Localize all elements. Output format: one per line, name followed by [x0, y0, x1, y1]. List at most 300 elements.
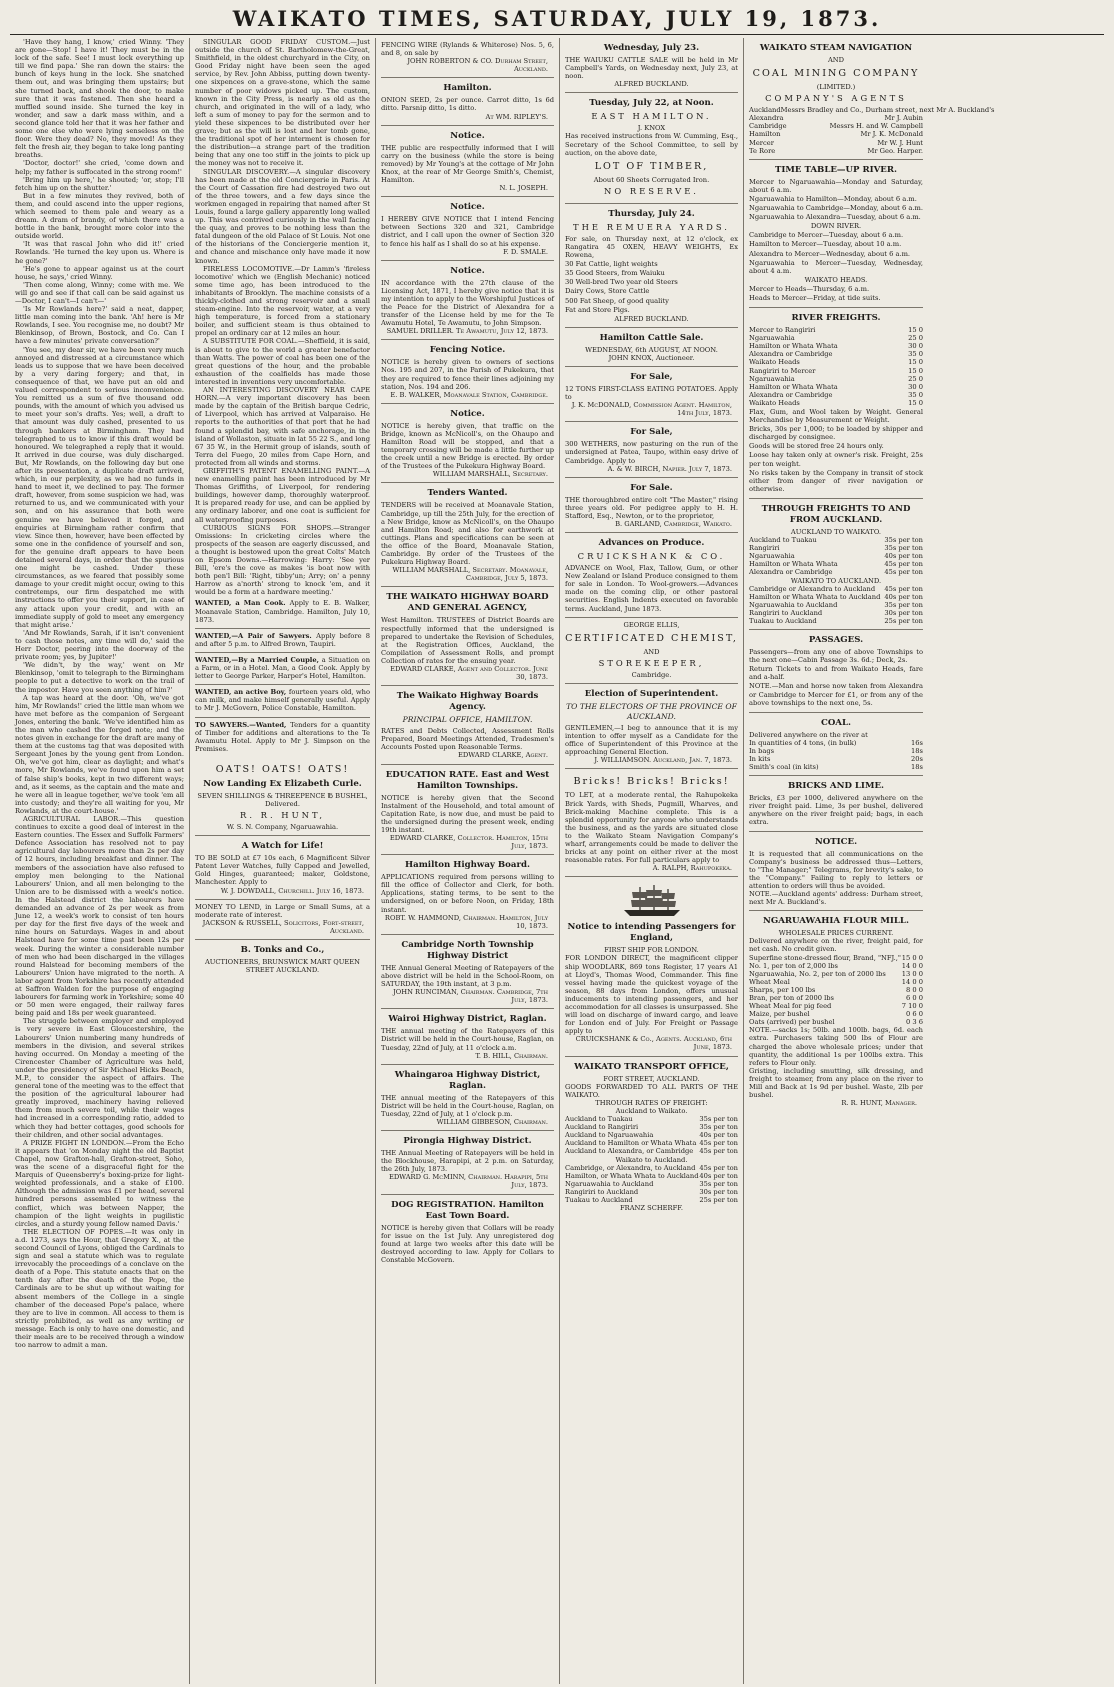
- freight-note: Goods will be stored free 24 hours only.: [749, 442, 884, 451]
- no-reserve: NO RESERVE.: [604, 185, 699, 196]
- wanted-ad-body: Apply before 8 and after 5 p.m. to Alfred Brown, Taupiri.: [195, 631, 370, 648]
- row-value: 15 0: [908, 366, 923, 375]
- row-value: 35s per ton: [699, 1123, 738, 1132]
- table-row: [749, 147, 923, 155]
- row-label: Ngaruawahia to Auckland: [749, 600, 838, 609]
- company-name: WAIKATO STEAM NAVIGATION: [759, 43, 913, 53]
- notice-body: RATES and Debts Collected, Assessment Rolls Prepared, Board Meetings Attended, Tradesmen's Accounts Posted upon Reasonable Terms.: [381, 727, 554, 752]
- paragraph: A PRIZE FIGHT IN LONDON.—From the Echo it appears that 'on Monday night the old Baptist Chapel, now Grafton-hall, Grafton-street, Soho, was the scene of a disgraceful fight for the Marquis of Queensberry's boxing-prize for light-weighted professionals, and a stake of £100. Although the admission was £1 per head, several hundred persons assembled to witness the conflict, which was between Napper, the champion of the light weights in pugilistic circles, and a sturdy young fellow named Davis.': [15, 1138, 184, 1228]
- news-paragraph: A SUBSTITUTE FOR COAL.—Sheffield, it is said, is about to give to the world a greater benefactor than Watts. The power of coal has been one of the great questions of the hour, and the probable exhaustion of the coalfields has made those interested in inventions very uncomfortable.: [195, 337, 370, 386]
- row-label: Hamilton or Whata Whata: [749, 382, 838, 391]
- notice-title: Notice.: [450, 265, 485, 276]
- row-value: 40s per ton: [699, 1131, 738, 1140]
- row-label: Ngaruawahia: [749, 552, 795, 561]
- bricks-lime: [749, 776, 923, 831]
- notice-title: Notice.: [450, 408, 485, 419]
- masthead-rule: [10, 34, 1104, 35]
- freights-table: [749, 326, 923, 407]
- company-coal: COAL MINING COMPANY: [752, 68, 920, 80]
- ad-signature: FRANZ SCHERFF.: [620, 1204, 683, 1213]
- passage-line: Return Tickets to and from Waikato Heads, fare and a-half.: [749, 665, 923, 682]
- wanted-ad: [195, 629, 370, 653]
- wanted-ad-head: WANTED, a Man Cook.: [195, 599, 290, 608]
- timetable-heads: [749, 285, 923, 302]
- notice-title: Tenders Wanted.: [427, 488, 508, 499]
- row-value: 25s per ton: [884, 616, 923, 625]
- timber-sale: [565, 93, 738, 203]
- row-label: Hamilton, or Whata Whata to Auckland: [565, 1171, 699, 1180]
- ad-body: 12 TONS FIRST-CLASS EATING POTATOES. Apply to: [565, 384, 738, 402]
- row-label: Rangiriri: [749, 544, 780, 553]
- notice-title: Notice.: [450, 130, 485, 141]
- freight-note: Flax, Gum, and Wool taken by Weight. General Merchandise by Measurement or Weight.: [749, 408, 923, 425]
- sale-body: Has received instructions from W. Cumming, Esq., Secretary of the School Committee, to sell by auction, on the above date,: [565, 132, 738, 157]
- notice-ad: [381, 261, 554, 341]
- wanted-ad: [195, 718, 370, 757]
- notice-signature: At WM. RIPLEY'S.: [485, 112, 548, 121]
- columns: [10, 38, 1104, 1684]
- wanted-ad-text: [195, 656, 370, 680]
- passages-list: [749, 648, 923, 707]
- paragraph: 'You see, my dear sir, we have been very much annoyed and distressed at a circumstance which leads us to suppose that we have been deceived by a very daring forgery; and that, in consequence of that, we have put an old and valued correspondent to serious inconvenience. You remitted us a sum of five thousand odd pounds, with the amount of which you advised us to meet your son's drafts. Yes; well, a draft to that amount was duly cashed, presented to us through bankers at Birmingham. They had telegraphed to us to know if this draft would be honoured. We telegraphed a reply that it would. It arrived in due course, was duly discharged. But, Mr Rowlands, on the following day but one after its presentation, a duplicate draft arrived, which, in our perplexity, as we had no funds in hand to meet it, we declined to pay. The former draft, however, from some suspicion we had, was returned to us, and we communicated with your son, and on his assurance that both were genuine we have believed it forged, and enquiries at Birmingham rather confirm that view. Since then, however, have been effected by some one in the confidence of yourself and son, for the genuine draft appears to have been detained several days, in order that the spurious one might be cashed. Under these circumstances, as we feared that possibly some damage to your credit might occur, owing to this contretemps, our firm despatched me with instructions to offer you their support, in case of any attack upon your credit, and with an immediate supply of gold to meet any emergency that might arise.': [15, 345, 184, 629]
- coal-table: [749, 739, 923, 771]
- ad-body: FOR LONDON DIRECT, the magnificent clipper ship WOODLARK, 869 tons Register, 17 years A1 at Lloyd's, Thomas Wood, Commander. This fine vessel having made the quickest voyage of the season, 88 days from London, offers unusual inducements to intending passengers, and her accommodation for all classes is unsurpassed. She will load on discharge of inward cargo, and leave for London end of July. For Freight or Passage apply to: [565, 954, 738, 1036]
- row-value: 15 0 0: [901, 953, 923, 962]
- row-label: Hamilton or Whata Whata: [749, 342, 838, 351]
- notice-title: Pirongia Highway District.: [403, 1136, 532, 1147]
- mill-title: NGARUAWAHIA FLOUR MILL.: [763, 916, 909, 927]
- table-row: [565, 1123, 738, 1131]
- row-value: 15 0: [908, 398, 923, 407]
- waiuku-sale: [565, 38, 738, 93]
- agents-list: [749, 106, 995, 155]
- row-label: Ngaruawahia to Auckland: [565, 1179, 654, 1188]
- timetable-up: [749, 178, 923, 221]
- table-row: [749, 399, 923, 407]
- row-value: Mr Geo. Harper.: [867, 146, 923, 155]
- row-value: 16s: [911, 738, 923, 747]
- row-label: Smith's coal (in kits): [749, 763, 819, 772]
- rates-table: [565, 1115, 738, 1155]
- notice-ad: [381, 38, 554, 78]
- passages-title: PASSAGES.: [808, 635, 864, 646]
- news-paragraph: SINGULAR GOOD FRIDAY CUSTOM.—Just outside the church of St. Bartholomew-the-Great, Smithfield, in the oldest churchyard in the City, on Good Friday night have been seen the aged service, by Rev. John Abbiss, putting down twenty-one sixpences on a grave-stone, which the same number of poor widows picked up. The custom, known in the City Press, is nearly as old as the church, and originated in the will of a lady, who left a sum of money to pay for the sermon and to yield these sixpences to be distributed over her grave; but as the will is lost and her tomb gone, the traditional spot of her interment is chosen for the distribution—a strange part of the tradition being that any one too stiff in the joints to pick up the money was not to receive it.: [195, 38, 370, 168]
- sale-item: Fat and Store Pigs.: [565, 305, 630, 314]
- notice-title: THE WAIKATO HIGHWAY BOARD AND GENERAL AGENCY,: [386, 592, 549, 614]
- paragraph: 'Have they hang, I know,' cried Winny. 'They are gone—Stop! I have it! They must be in the lock of the safe. See! I must lock everything up till we find papa.' She ran down the stairs: the bunch of keys hung in the lock. She snatched them out, and was bringing them upstairs; but she turned back, and shook the door, to make sure that it was fastened. Then she heard a muffled sound inside. She turned the key in wonder, and saw a dark mass within, and a second glance told her that it was her father and some one else who were lying senseless on the floor. Were they dead? No, they moved! As they felt the fresh air, they began to take long panting breaths.: [15, 38, 184, 160]
- column-2: [190, 38, 376, 1684]
- paragraph: AGRICULTURAL LABOR.—This question continues to excite a good deal of interest in the Eastern counties. The Essex and Suffolk Farmers' Defence Association has resolved not to pay agricultural day labourers more than 2s per day of 12 hours, including breakfast and dinner. The members of the association have also refused to employ men belonging to the National Labourers' Union, and all men belonging to the Union are to be dismissed with a week's notice. In the Halstead district the labourers have demanded an advance of 2s per week as from June 12, a week's work to consist of ten hours per day for the first five days of the week and nine hours on Saturdays. Wages in and about Halstead have for some time past been 12s per week. During the winter a considerable number of men who had been discharged in the villages round Halstead for becoming members of the Labourers' Union have migrated to the north. A labor agent from Yorkshire has recently attended at Saffron Walden for the purpose of engaging labourers for farming work in Yorkshire; some 40 or 50 men were engaged, their railway fares being paid and 18s per week guaranteed.: [15, 815, 184, 1018]
- company-notice: [749, 832, 923, 912]
- paragraph: 'Is Mr Rowlands here?' said a neat, dapper, little man coming into the bank. 'Ah! here is Mr Rowlands, I see. You recognise me, no doubt? Mr Blenkinsop, of Brown, Bostock, and Co. Can I have a few minutes' private conversation?': [15, 305, 184, 346]
- rates-table: [565, 1164, 738, 1204]
- ad-title: Election of Superintendent.: [584, 688, 719, 699]
- mill-signature: R. R. HUNT, Manager.: [841, 1099, 917, 1108]
- table-row: [749, 350, 923, 358]
- wanted-ad: [195, 596, 370, 628]
- table-row: [749, 367, 923, 375]
- table-row: [749, 994, 923, 1002]
- sale-body: THE WAIUKU CATTLE SALE will be held in Mr Campbell's Yards, on Wednesday next, July 23, at noon.: [565, 56, 738, 81]
- wanted-ads: [195, 596, 370, 756]
- notice-body: THE Annual Meeting of Ratepayers will be held in the Blockhouse, Harapipi, at 2 p.m. on Saturday, the 26th July, 1873.: [381, 1149, 554, 1174]
- sale-signature: ALFRED BUCKLAND.: [614, 314, 689, 323]
- ad-title: For Sale.: [630, 482, 673, 493]
- wanted-ad-body: fourteen years old, who can milk, and make himself generally useful. Apply to Mr J. McGovern, Police Constable, Hamilton.: [195, 688, 370, 713]
- oats-signature: R. R. HUNT,: [240, 810, 325, 821]
- notice-body: West Hamilton. TRUSTEES of District Boards are respectfully informed that the undersigned is prepared to undertake the Revision of Schedules, at the Registration Offices, Auckland, the Compilation of Assessment Rolls, and prompt Collection of rates for the ensuing year.: [381, 616, 554, 665]
- row-label: Hamilton or Whata Whata: [749, 560, 838, 569]
- row-label: In kits: [749, 755, 771, 763]
- news-paragraph: CURIOUS SIGNS FOR SHOPS.—Stranger Omissions: In cricketing circles where the prospects of the season are eagerly discussed, and a thought is bestowed upon the great Colts' Match on Epsom Downs.—Harrowing: Harry: 'See yer Bill, 'ere's the cove as makes 'is boat now with both pen'l Bill: 'Right, tibby'un; Arry; on' a penny Harrow as a'north' strong to knock 'em, and it would be a form at a hardware meeting.': [195, 523, 370, 597]
- row-value: 15 0: [908, 358, 923, 367]
- row-value: 35s per ton: [699, 1179, 738, 1188]
- notice-ad: [381, 587, 554, 686]
- through-subheading: WAIKATO TO AUCKLAND.: [790, 576, 882, 585]
- tonks-body: AUCTIONEERS, BRUNSWICK MART QUEEN STREET AUCKLAND.: [204, 958, 361, 975]
- notice-signature: SAMUEL DRILLER. Te Awamutu, July 12, 1873.: [386, 327, 548, 336]
- paragraph: 'And Mr Rowlands, Sarah, if it isn't convenient to cash those notes, any time will do,' said the Herr Doctor, peering into the doorway of the private room; yes, by Jupiter!': [15, 628, 184, 662]
- ad-title: Hamilton Cattle Sale.: [599, 332, 704, 343]
- row-label: Bran, per ton of 2000 lbs: [749, 993, 834, 1002]
- notice-ad: [381, 855, 554, 935]
- notice-body: It is requested that all communications on the Company's business be addressed thus—Letters, to "The Manager;" Telegrams, for brevity's sake, to the "Company." Failing to reply to letters or attention to orders will thus be avoided.: [749, 849, 923, 890]
- table-row: [749, 978, 923, 986]
- timetable-line: Hamilton to Mercer—Tuesday, about 10 a.m.: [749, 240, 902, 249]
- row-value: 45s per ton: [884, 568, 923, 577]
- table-row: [749, 358, 923, 366]
- timetable-line: Mercer to Heads—Thursday, 6 a.m.: [749, 284, 870, 293]
- table-row: [749, 601, 923, 609]
- table-row: [749, 747, 923, 755]
- table-row: [749, 536, 923, 544]
- ad-signature: B. GARLAND, Cambridge, Waikato.: [615, 520, 732, 528]
- remuera-sale: [565, 204, 738, 328]
- table-row: [565, 1188, 738, 1196]
- table-row: [749, 568, 923, 576]
- colt-sale: [565, 478, 738, 533]
- notice-body: NOTICE is hereby given that Collars will be ready for issue on the 1st July. Any unregistered dog found at large two weeks after this date will be destroyed according to law. Apply for Collars to Constable McGovern.: [381, 1223, 554, 1264]
- masthead: WAIKATO TIMES, SATURDAY, JULY 19, 1873.: [232, 6, 882, 31]
- ad-body: THE thoroughbred entire colt "The Master," rising three years old. For pedigree apply to H. H. Stafford, Esq., Newton, or to the proprietor,: [565, 495, 738, 520]
- wanted-ad: [195, 685, 370, 717]
- row-value: 20s: [911, 755, 923, 763]
- sale-signature: ALFRED BUCKLAND.: [614, 80, 689, 89]
- row-label: Ngaruawahia: [749, 334, 795, 343]
- oats-company: W. S. N. Company, Ngaruawahia.: [226, 823, 339, 832]
- ad-body: GENTLEMEN,—I beg to announce that it is my intention to offer myself as a Candidate for the office of Superintendent of this Province at the approaching General Election.: [565, 723, 738, 757]
- row-value: 30s per ton: [884, 608, 923, 617]
- rates-heading: THROUGH RATES OF FREIGHT:: [595, 1098, 708, 1107]
- row-value: 18s: [911, 763, 923, 772]
- ad-sub: STOREKEEPER,: [598, 657, 705, 668]
- row-label: Rangiriri to Auckland: [749, 608, 823, 617]
- row-label: Maize, per bushel: [749, 1010, 810, 1019]
- table-row: [749, 326, 923, 334]
- tonks-heading: B. Tonks and Co.,: [240, 945, 325, 955]
- table-row: [749, 106, 995, 115]
- notice-signature: JOHN ROBERTON & CO. Durham Street, Auckland.: [407, 57, 548, 74]
- row-value: 35s per ton: [884, 544, 923, 553]
- row-value: Messrs H. and W. Campbell: [829, 122, 923, 131]
- election-ad: [565, 684, 738, 769]
- row-value: 0 3 6: [905, 1018, 923, 1027]
- through-table: [749, 585, 923, 625]
- table-row: [749, 954, 923, 962]
- row-value: 40s per ton: [884, 592, 923, 601]
- notice-signature: WILLIAM GIBBESON, Chairman.: [436, 1117, 548, 1126]
- row-label: Wheat Meal for pig feed: [749, 1002, 832, 1011]
- notice-signature: EDWARD CLARKE, Collector. Hamilton, 15th July, 1873.: [389, 834, 548, 851]
- paragraph: 'Bring him up here,' he shouted; 'or, stop; I'll fetch him up on the shutter.': [15, 175, 184, 192]
- table-row: [749, 970, 923, 978]
- notice-body: APPLICATIONS required from persons willing to fill the office of Collector and Clerk, for both. Applications, stating terms, to be sent to the undersigned, on or before Noon, on Friday, 18th instant.: [381, 873, 554, 914]
- mill-intro: Delivered anywhere on the river, freight paid, for net cash. No credit given.: [749, 937, 923, 954]
- row-value: 0 6 0: [905, 1010, 923, 1019]
- notice-signature: JOHN RUNCIMAN, Chairman. Cambridge, 7th July, 1873.: [393, 988, 548, 1005]
- freights-title: RIVER FREIGHTS.: [791, 313, 881, 324]
- row-value: 18s: [911, 746, 923, 755]
- timetable-line: Ngaruawahia to Cambridge—Monday, about 6 a.m.: [749, 204, 923, 213]
- money-body: MONEY TO LEND, in Large or Small Sums, at a moderate rate of interest.: [195, 902, 370, 919]
- watch-heading: A Watch for Life!: [241, 841, 324, 852]
- transport-office-ad: [565, 1057, 738, 1217]
- coal-intro: Delivered anywhere on the river at: [749, 730, 868, 739]
- notice-ad: [381, 1195, 554, 1268]
- row-value: 45s per ton: [884, 560, 923, 569]
- chemist-ad: [565, 618, 738, 684]
- notice-ad: [381, 686, 554, 764]
- row-value: 30s per ton: [699, 1187, 738, 1196]
- column-3: [376, 38, 560, 1684]
- row-label: Waikato Heads: [749, 358, 800, 367]
- column-1: [10, 38, 190, 1684]
- oats-delivered: Delivered.: [265, 799, 300, 808]
- through-title: THROUGH FREIGHTS TO AND FROM AUCKLAND.: [761, 503, 911, 525]
- timetable-line: Ngaruawahia to Hamilton—Monday, about 6 a.m.: [749, 194, 917, 203]
- table-row: [749, 552, 923, 560]
- notice-body: THE public are respectfully informed that I will carry on the business (while the store is being removed) by Mr Young's at the cottage of Mr John Knox, at the rear of Mr George Smith's, Chemist, Hamilton.: [381, 143, 554, 185]
- notice-signature: T. B. HILL, Chairman.: [475, 1051, 548, 1060]
- notice-ad: [381, 1009, 554, 1064]
- table-row: [749, 585, 923, 593]
- wanted-ad-head: WANTED,—By a Married Couple,: [195, 655, 322, 664]
- row-value: 15 0: [908, 326, 923, 335]
- row-label: Te Rore: [749, 146, 776, 155]
- row-label: In quantities of 4 tons, (in bulk): [749, 738, 857, 747]
- sale-body: For sale, on Thursday next, at 12 o'clock, ex Rangatira 45 OXEN, HEAVY WEIGHTS, Ex Rowena,: [565, 234, 738, 260]
- notice-ad: [381, 935, 554, 1009]
- wanted-ad-text: [195, 721, 370, 753]
- notice-signature: E. B. WALKER, Moanavale Station, Cambridge.: [390, 390, 548, 399]
- table-row: [749, 755, 923, 763]
- ad-title: For Sale,: [630, 427, 673, 438]
- notice-ad: [381, 765, 554, 856]
- paragraph: 'It was that rascal John who did it!' cried Rowlands. 'He turned the key upon us. Where is he gone?': [15, 240, 184, 265]
- table-row: [565, 1147, 738, 1155]
- row-label: Mercer to Rangiriri: [749, 326, 816, 335]
- table-row: [749, 130, 923, 138]
- wethers-sale: [565, 422, 738, 477]
- row-value: 45s per ton: [699, 1147, 738, 1156]
- notice-signature: F. D. SMALE.: [503, 247, 548, 256]
- timetable-line: Ngaruawahia to Mercer—Tuesday, Wednesday, about 4 a.m.: [749, 258, 923, 275]
- money-ad: [195, 900, 370, 940]
- hamilton-cattle-sale: [565, 328, 738, 367]
- row-value: 45s per ton: [699, 1139, 738, 1148]
- row-value: 35 0: [908, 350, 923, 359]
- row-label: Mercer: [749, 138, 774, 147]
- timetable-line: Alexandra to Mercer—Wednesday, about 6 a.m.: [749, 249, 911, 258]
- paragraph: 'Then come along, Winny; come with me. We will go and see if that call can be said against us—Doctor, I can't—I can't—': [15, 280, 184, 305]
- row-label: Wheat Meal: [749, 977, 790, 986]
- news-items: [195, 38, 370, 596]
- table-row: [565, 1115, 738, 1123]
- notice-signature: EDWARD CLARKE, Agent.: [458, 751, 548, 760]
- ad-signature: A. RALPH, Rahupokeka.: [652, 864, 732, 873]
- ad-signature: J. WILLIAMSON. Auckland, Jan. 7, 1873.: [594, 756, 732, 765]
- notice-ad: [381, 126, 554, 198]
- table-row: [565, 1139, 738, 1147]
- row-label: Auckland to Hamilton or Whata Whata: [565, 1139, 697, 1148]
- row-value: 40s per ton: [884, 552, 923, 561]
- through-freights: [749, 499, 923, 630]
- notices: [381, 38, 554, 1268]
- mill-note: NOTE.—sacks 1s; 50lb. and 100lb. bags, 6d. each extra. Purchasers taking 500 lbs of Flour are charged the above wholesale prices; under that quantity, the additional 1s per 100lbs extra. This refers to Flour only.: [749, 1026, 923, 1067]
- column-5: [744, 38, 995, 1684]
- row-label: Auckland to Alexandra, or Cambridge: [565, 1147, 694, 1156]
- news-paragraph: AN INTERESTING DISCOVERY NEAR CAPE HORN.—A very important discovery has been made by the captain of the British barque Cedric, of Liverpool, which has arrived at Valparaiso. He reports to the authorities of that port that he had found a splendid bay, with safe anchorage, in the island of Wollaston, situate in lat 55 22 S., and long 67 35 W., in the Hermit group of islands, south of Terra del Fuego, 20 miles from Cape Horn, and protected from all winds and storms.: [195, 386, 370, 467]
- table-row: [565, 1172, 738, 1180]
- wanted-ad-text: [195, 688, 370, 712]
- row-label: Waikato Heads: [749, 398, 800, 407]
- row-label: Rangiriri to Mercer: [749, 366, 816, 375]
- row-value: Mr J. K. McDonald: [860, 130, 923, 139]
- notice-title: Hamilton.: [443, 83, 492, 94]
- row-value: Messrs Bradley and Co., Durham street, next Mr A. Buckland's: [780, 106, 995, 115]
- company-and: AND: [827, 56, 845, 64]
- wanted-ad-head: TO SAWYERS.—Wanted,: [195, 720, 291, 729]
- table-row: [749, 139, 923, 147]
- lot-sub: About 60 Sheets Corrugated Iron.: [593, 175, 710, 184]
- row-value: 35s per ton: [699, 1115, 738, 1124]
- rates-subheading: Auckland to Waikato.: [615, 1106, 688, 1115]
- table-row: [565, 1131, 738, 1139]
- ad-name: GEORGE ELLIS,: [623, 620, 680, 629]
- mill-sub: WHOLESALE PRICES CURRENT.: [778, 929, 894, 938]
- notice-body: THE annual meeting of the Ratepayers of this District will be held in the Court-house, Raglan, on Tuesday, 22nd of July, at 11 o'clock a.m.: [381, 1027, 554, 1052]
- notice-body: IN accordance with the 27th clause of the Licensing Act, 1871, I hereby give notice that it is my intention to apply to the Worshipful Justices of the Peace for the District of Alexandra for a transfer of the License held by me for the Te Awamutu Hotel, Te Awamutu, to John Simpson.: [381, 278, 554, 328]
- ad-and: AND: [643, 647, 660, 656]
- notice-body: NOTICE is hereby given to owners of sections Nos. 195 and 207, in the Parish of Pukekura, that they are required to fence their lines adjoining my station, Nos. 194 and 206.: [381, 358, 554, 391]
- notice-ad: [381, 483, 554, 587]
- row-value: 13 0 0: [901, 969, 923, 978]
- potatoes-sale: [565, 367, 738, 422]
- table-row: [565, 1180, 738, 1188]
- lot-heading: LOT OF TIMBER,: [594, 160, 709, 172]
- notice-title: Fencing Notice.: [429, 345, 506, 356]
- notice-signature: N. L. JOSEPH.: [499, 184, 548, 193]
- notice-ad: [381, 197, 554, 260]
- row-value: 45s per ton: [884, 584, 923, 593]
- row-value: 35 0: [908, 390, 923, 399]
- paragraph: 'He's gone to appear against us at the court house, he says,' cried Winny.: [15, 264, 184, 281]
- table-row: [749, 1002, 923, 1010]
- row-label: Cambridge, or Alexandra, to Auckland: [565, 1163, 696, 1172]
- coal-title: COAL.: [820, 717, 852, 728]
- england-passage-ad: [565, 877, 738, 1056]
- ad-signature: CRUICKSHANK & Co., Agents. Auckland, 6th June, 1873.: [575, 1035, 732, 1052]
- notice-title: Notice.: [450, 202, 485, 213]
- table-row: [749, 544, 923, 552]
- paragraph: The struggle between employer and employed is very severe in East Gloucestershire, the Labourers' Union numbering many hundreds of members in the division, and several strikes having occurred. On Monday a meeting of the Cirencester Chamber of Agriculture was held, under the presidency of Sir Michael Hicks Beach, M.P., to consider the aspect of affairs. The general tone of the meeting was to the effect that the position of the agricultural labourer had greatly improved, machinery having relieved them from much severe toil, while their wages had increased in a corresponding ratio, added to which they had better cottages, good schools for their children, and other social advantages.: [15, 1017, 184, 1139]
- ad-title: For Sale,: [630, 371, 673, 382]
- freight-note: Loose hay taken only at owner's risk. Freight, 25s per ton weight.: [749, 451, 923, 468]
- row-value: 25s per ton: [699, 1195, 738, 1204]
- row-value: 25 0: [908, 334, 923, 343]
- notice-ad: [381, 1065, 554, 1131]
- row-label: Alexandra: [749, 114, 784, 123]
- table-row: [749, 560, 923, 568]
- ad-signature: J. K. McDONALD, Commission Agent. Hamilton, 14th July, 1873.: [571, 401, 732, 418]
- passage-line: Passengers—from any one of above Townships to the next one—Cabin Passage 3s. 6d.; Deck, 2s.: [749, 648, 923, 665]
- table-row: [749, 1018, 923, 1026]
- mill-grist: Gristing, including smutting, silk dressing, and freight to steamer, from any place on the river to Mill and Back at 1s 9d per bushel. Waste, 2lb per bushel.: [749, 1066, 923, 1100]
- table-row: [749, 617, 923, 625]
- paragraph: A tap was heard at the door. 'Oh, we've got him, Mr Rowlands!' cried the little man whom we have met before as the companion of Sergeant Jones, entering the bank. 'We've identified him as the man who cashed the forged note; and the notes given in exchange for the draft are many of them at the customs tag that was deposited with Sergeant Jones by the young gent from London. Oh, we've got him, clear as daylight; and what's more, Mr Rowlands, we've found upon him a set of false ship's books, kept in two different ways; and, as it seems, as the captain and the mate and he were all in league together, we've took 'em all into custody; and they're all waiting for you, Mr Rowlands, at the court-house.': [15, 693, 184, 815]
- row-label: Cambridge or Alexandra to Auckland: [749, 584, 876, 593]
- wanted-ad-text: [195, 599, 370, 623]
- row-value: 14 0 0: [901, 977, 923, 986]
- produce-advances: [565, 533, 738, 618]
- notice-body: ONION SEED, 2s per ounce. Carrot ditto, 1s 6d ditto. Parsnip ditto, 1s ditto.: [381, 96, 554, 113]
- news-paragraph: SINGULAR DISCOVERY.—A singular discovery has been made at the old Conciergerie in Paris. At the Court of Cassation fire had destroyed two out of the three towers, and a few days since the workmen engaged in repairing that named after St Louis, found a large gallery apparently long walled up. This was contrived curiously in the wall facing the quay, and proves to be nothing less than the fatal dungeon of the old Palace of St Louis. Not one of the historians of the Conciergerie mention it, and chance and mischance only have made it now known.: [195, 167, 371, 265]
- through-subheading: AUCKLAND TO WAIKATO.: [790, 527, 882, 536]
- sale-place: EAST HAMILTON.: [591, 111, 712, 122]
- row-label: Rangiriri to Auckland: [565, 1187, 639, 1196]
- row-value: 14 0 0: [901, 961, 923, 970]
- freight-note: Bricks, 30s per 1,000; to be loaded by shipper and discharged by consignee.: [749, 425, 923, 442]
- notice-note: NOTE.—Auckland agents' address: Durham street, next Mr A. Buckland's.: [749, 890, 923, 907]
- flour-mill: [749, 911, 923, 1111]
- ad-signature: A. & W. BIRCH, Napier. July 7, 1873.: [607, 464, 732, 473]
- timetable-heads-title: WAIKATO HEADS.: [804, 275, 868, 284]
- notice-title: Cambridge North Township Highway District: [401, 939, 534, 961]
- row-label: Hamilton or Whata Whata to Auckland: [749, 592, 881, 601]
- notice-body: THE annual meeting of the Ratepayers of this District will be held in the Court-house, Raglan, on Tuesday, 22nd of July, at 1 o'clock p.m.: [381, 1093, 554, 1118]
- notice-signature: ROBT. W. HAMMOND, Chairman. Hamilton, July 10, 1873.: [384, 913, 548, 930]
- paragraph: THE ELECTION OF POPES.—It was only in a.d. 1273, says the Hour, that Gregory X., at the second Council of Lyons, obliged the Cardinals to sign and seal a statute which was to regulate irrevocably the proceedings of a conclave on the death of a Pope. This statute enacts that on the tenth day after the death of the Pope, the Cardinals are to be shut up without waiting for absent members of the College in a single chamber of the deceased Pope's palace, where they are to live in common. All access to them is strictly prohibited, as well as any writing or message. Each is only to have one domestic, and their meals are to be received through a window too narrow to admit a man.: [15, 1227, 184, 1350]
- row-label: Tuakau to Auckland: [565, 1195, 633, 1204]
- watch-signature: W. J. DOWDALL, Churchill. July 16, 1873.: [220, 886, 364, 895]
- row-label: Superfine stone-dressed flour, Brand, "NFJ.,": [749, 953, 902, 962]
- table-row: [749, 375, 923, 383]
- notice-signature: WILLIAM MARSHALL, Secretary.: [432, 470, 548, 479]
- notice-title: The Waikato Highway Boards Agency.: [396, 691, 539, 713]
- sale-items: [565, 260, 738, 314]
- table-row: [749, 122, 923, 130]
- notice-sub: PRINCIPAL OFFICE, HAMILTON.: [402, 715, 533, 725]
- table-row: [565, 1196, 738, 1204]
- sale-date: Thursday, July 24.: [608, 208, 695, 219]
- row-label: Alexandra or Cambridge: [749, 390, 833, 399]
- ad-body: 300 WETHERS, now pasturing on the run of the undersigned at Patea, Taupo, within easy drive of Cambridge. Apply to: [565, 440, 738, 465]
- oats-ad: [195, 757, 370, 836]
- row-label: No. 1, per ton of 2,000 lbs: [749, 961, 838, 970]
- ad-sub: TO THE ELECTORS OF THE PROVINCE OF AUCKLAND.: [566, 701, 737, 721]
- notice-body: TENDERS will be received at Moanavale Station, Cambridge, up till the 25th July, for the erection of a New Bridge, know as McNicoll's, on the Ohaupo and Hamilton Road; and also for earthwork at cuttings. Plans and specifications can be seen at the office of the Board, Moanavale Station, Cambridge. By order of the Trustees of the Pukekura Highway Board.: [381, 501, 554, 567]
- row-label: Alexandra or Cambridge: [749, 350, 833, 359]
